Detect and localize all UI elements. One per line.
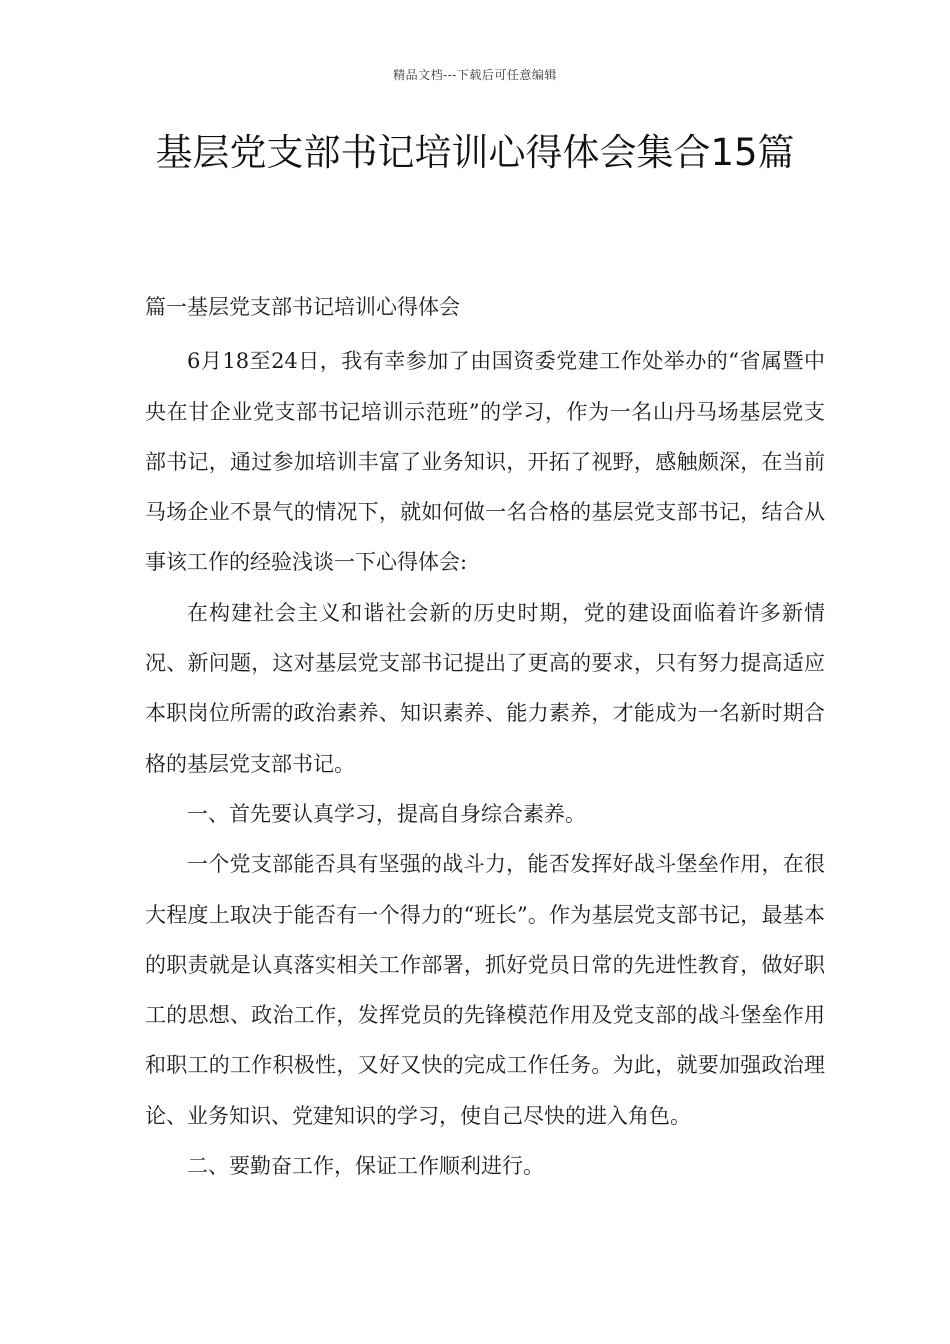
section-heading: 篇一基层党支部书记培训心得体会 [145,295,460,319]
document-body [145,282,825,1191]
paragraph-context: 在构建社会主义和谐社会新的历史时期，党的建设面临着许多新情况、新问题，这对基层党支部书记提出了更高的要求，只有努力提高适应本职岗位所需的政治素养、知识素养、能力素养，才能成为一名新时期合格的基层党支部书记。 [145,600,825,776]
document-title: 基层党支部书记培训心得体会集合15篇 [155,131,795,174]
paragraph-study: 一个党支部能否具有坚强的战斗力，能否发挥好战斗堡垒作用，在很大程度上取决于能否有一个得力的“班长”。作为基层党支部书记，最基本的职责就是认真落实相关工作部署，抓好党员日常的先进性教育，做好职工的思想、政治工作，发挥党员的先锋模范作用及党支部的战斗堡垒作用和职工的工作积极性，又好又快的完成工作任务。为此，就要加强政治理论、业务知识、党建知识的学习，使自己尽快的进入角色。 [145,852,825,1128]
subheading-one: 一、首先要认真学习，提高自身综合素养。 [187,801,586,826]
paragraph-intro: 6月18至24日，我有幸参加了由国资委党建工作处举办的“省属暨中央在甘企业党支部书记培训示范班”的学习，作为一名山丹马场基层党支部书记，通过参加培训丰富了业务知识，开拓了视野，感触颇深，在当前马场企业不景气的情况下，就如何做一名合格的基层党支部书记，结合从事该工作的经验浅谈一下心得体会: [145,349,825,575]
subheading-two: 二、要勤奋工作，保证工作顺利进行。 [187,1154,544,1179]
header-note: 精品文档---下载后可任意编辑 [393,68,557,82]
